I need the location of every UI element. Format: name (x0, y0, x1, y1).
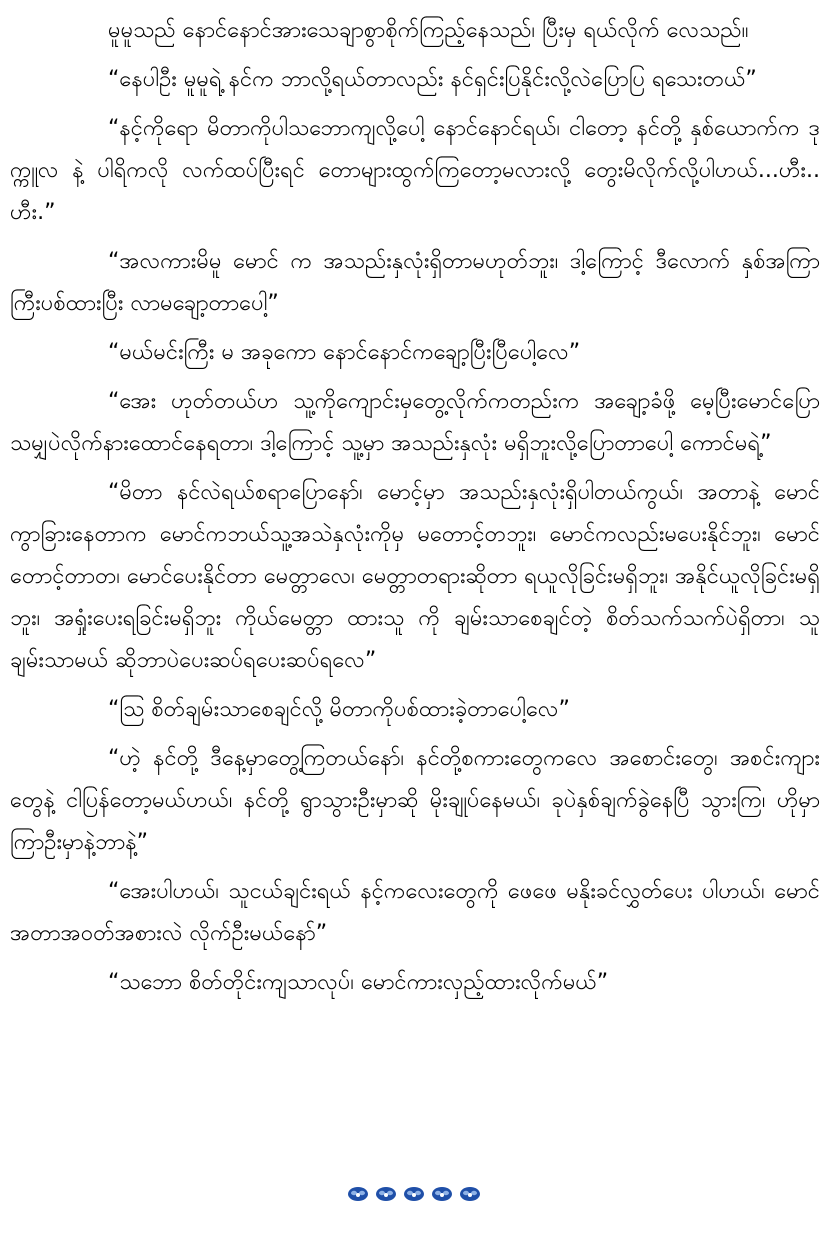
paragraph-8: “ဩ စိတ်ချမ်းသာစေချင်လို့ မိတာကိုပစ်ထားခဲ့တာပေါ့လေ” (108, 697, 570, 722)
blue-flower-ornament-icon (431, 1184, 453, 1202)
blue-flower-ornament-icon (459, 1184, 481, 1202)
paragraph-7: “မိတာ နင်လဲရယ်စရာပြောနော်၊ မောင့်မှာ အသည်းနှလုံးရှိပါတယ်ကွယ်၊ အတာနဲ့ မောင် ကွာခြားနေတာက မောင်ကဘယ်သူ့အသဲနှလုံးကိုမှ မတောင့်တဘူး၊ မောင်ကလည်းမပေးနိုင်ဘူး၊ မောင်တောင့်တာတ၊ မောင်ပေးနိုင်တာ မေတ္တာလေ၊ မေတ္တာတရားဆိုတာ ရယူလိုခြင်းမရှိဘူး၊ အနိုင်ယူလိုခြင်းမရှိဘူး၊ အရှုံးပေးရခြင်းမရှိဘူး ကိုယ်မေတ္တာ ထားသူ ကို ချမ်းသာစေချင်တဲ့ စိတ်သက်သက်ပဲရှိတာ၊ သူချမ်းသာမယ် ဆိုဘာပဲပေးဆပ်ရပေးဆပ်ရလေ” (10, 480, 820, 673)
paragraph-2: “နေပါဦး မူမူရဲ့ နင်က ဘာလို့ရယ်တာလည်း နင်ရှင်းပြနိုင်းလို့လဲပြောပြ ရသေးတယ်” (108, 67, 757, 92)
paragraph-3: “နင့်ကိုရော မိတာကိုပါသဘောကျလို့ပေါ့ နောင်နောင်ရယ်၊ ငါတော့ နင်တို့ နှစ်ယောက်က ဒုက္ကူလ နဲ့ ပါရိကလို လက်ထပ်ပြီးရင် တောများထွက်ကြတော့မလားလို့ တွေးမိလိုက်လို့ပါဟယ်...ဟီး.. ဟီး.” (10, 116, 820, 225)
paragraph-10: “အေးပါဟယ်၊ သူငယ်ချင်းရယ် နင့်ကလေးတွေကို ဖေဖေ မနိုးခင်လွှတ်ပေး ပါဟယ်၊ မောင် အတာအဝတ်အစားလဲ လိုက်ဦးမယ်နော်” (10, 879, 820, 946)
blue-flower-ornament-icon (347, 1184, 369, 1202)
blue-flower-ornament-icon (375, 1184, 397, 1202)
paragraph-6: “အေး ဟုတ်တယ်ဟ သူ့ကိုကျောင်းမှတွေ့လိုက်ကတည်းက အချော့ခံဖို့ မေ့ပြီးမောင်ပြောသမျှပဲလိုက်နားထောင်နေရတာ၊ ဒါ့ကြောင့် သူ့မှာ အသည်းနှလုံး မရှိဘူးလို့ပြောတာပေါ့ ကောင်မရဲ့” (10, 389, 820, 456)
paragraph-5: “မယ်မင်းကြီး မ အခုကော နောင်နောင်ကချော့ပြီးပြီပေါ့လေ” (108, 340, 581, 365)
blue-flower-ornament-icon (403, 1184, 425, 1202)
paragraph-4: “အလကားမိမူ မောင် က အသည်းနှလုံးရှိတာမဟုတ်ဘူး၊ ဒါ့ကြောင့် ဒီလောက် နှစ်အကြာကြီးပစ်ထားပြီး လာမချော့တာပေါ့” (10, 249, 820, 316)
paragraph-11: “သဘော စိတ်တိုင်းကျသာလုပ်၊ မောင်ကားလှည့်ထားလိုက်မယ်” (108, 970, 609, 995)
paragraph-1: မူမူသည် နောင်နောင်အားသေချာစွာစိုက်ကြည့်နေသည်၊ ပြီးမှ ရယ်လိုက် လေသည်။ (108, 18, 749, 43)
paragraph-9: “ဟဲ့ နင်တို့ ဒီနေ့မှာတွေ့ကြတယ်နော်၊ နင်တို့စကားတွေကလေ အစောင်းတွေ၊ အစင်းကျားတွေနဲ့ ငါပြန်တော့မယ်ဟယ်၊ နင်တို့ ရွာသွားဦးမှာဆို မိုးချုပ်နေမယ်၊ ခုပဲနှစ်ချက်ခွဲနေပြီ သွားကြ၊ ဟိုမှာ ကြာဦးမှာနဲ့ဘာနဲ့” (10, 746, 820, 855)
section-break-ornaments (0, 1184, 828, 1214)
